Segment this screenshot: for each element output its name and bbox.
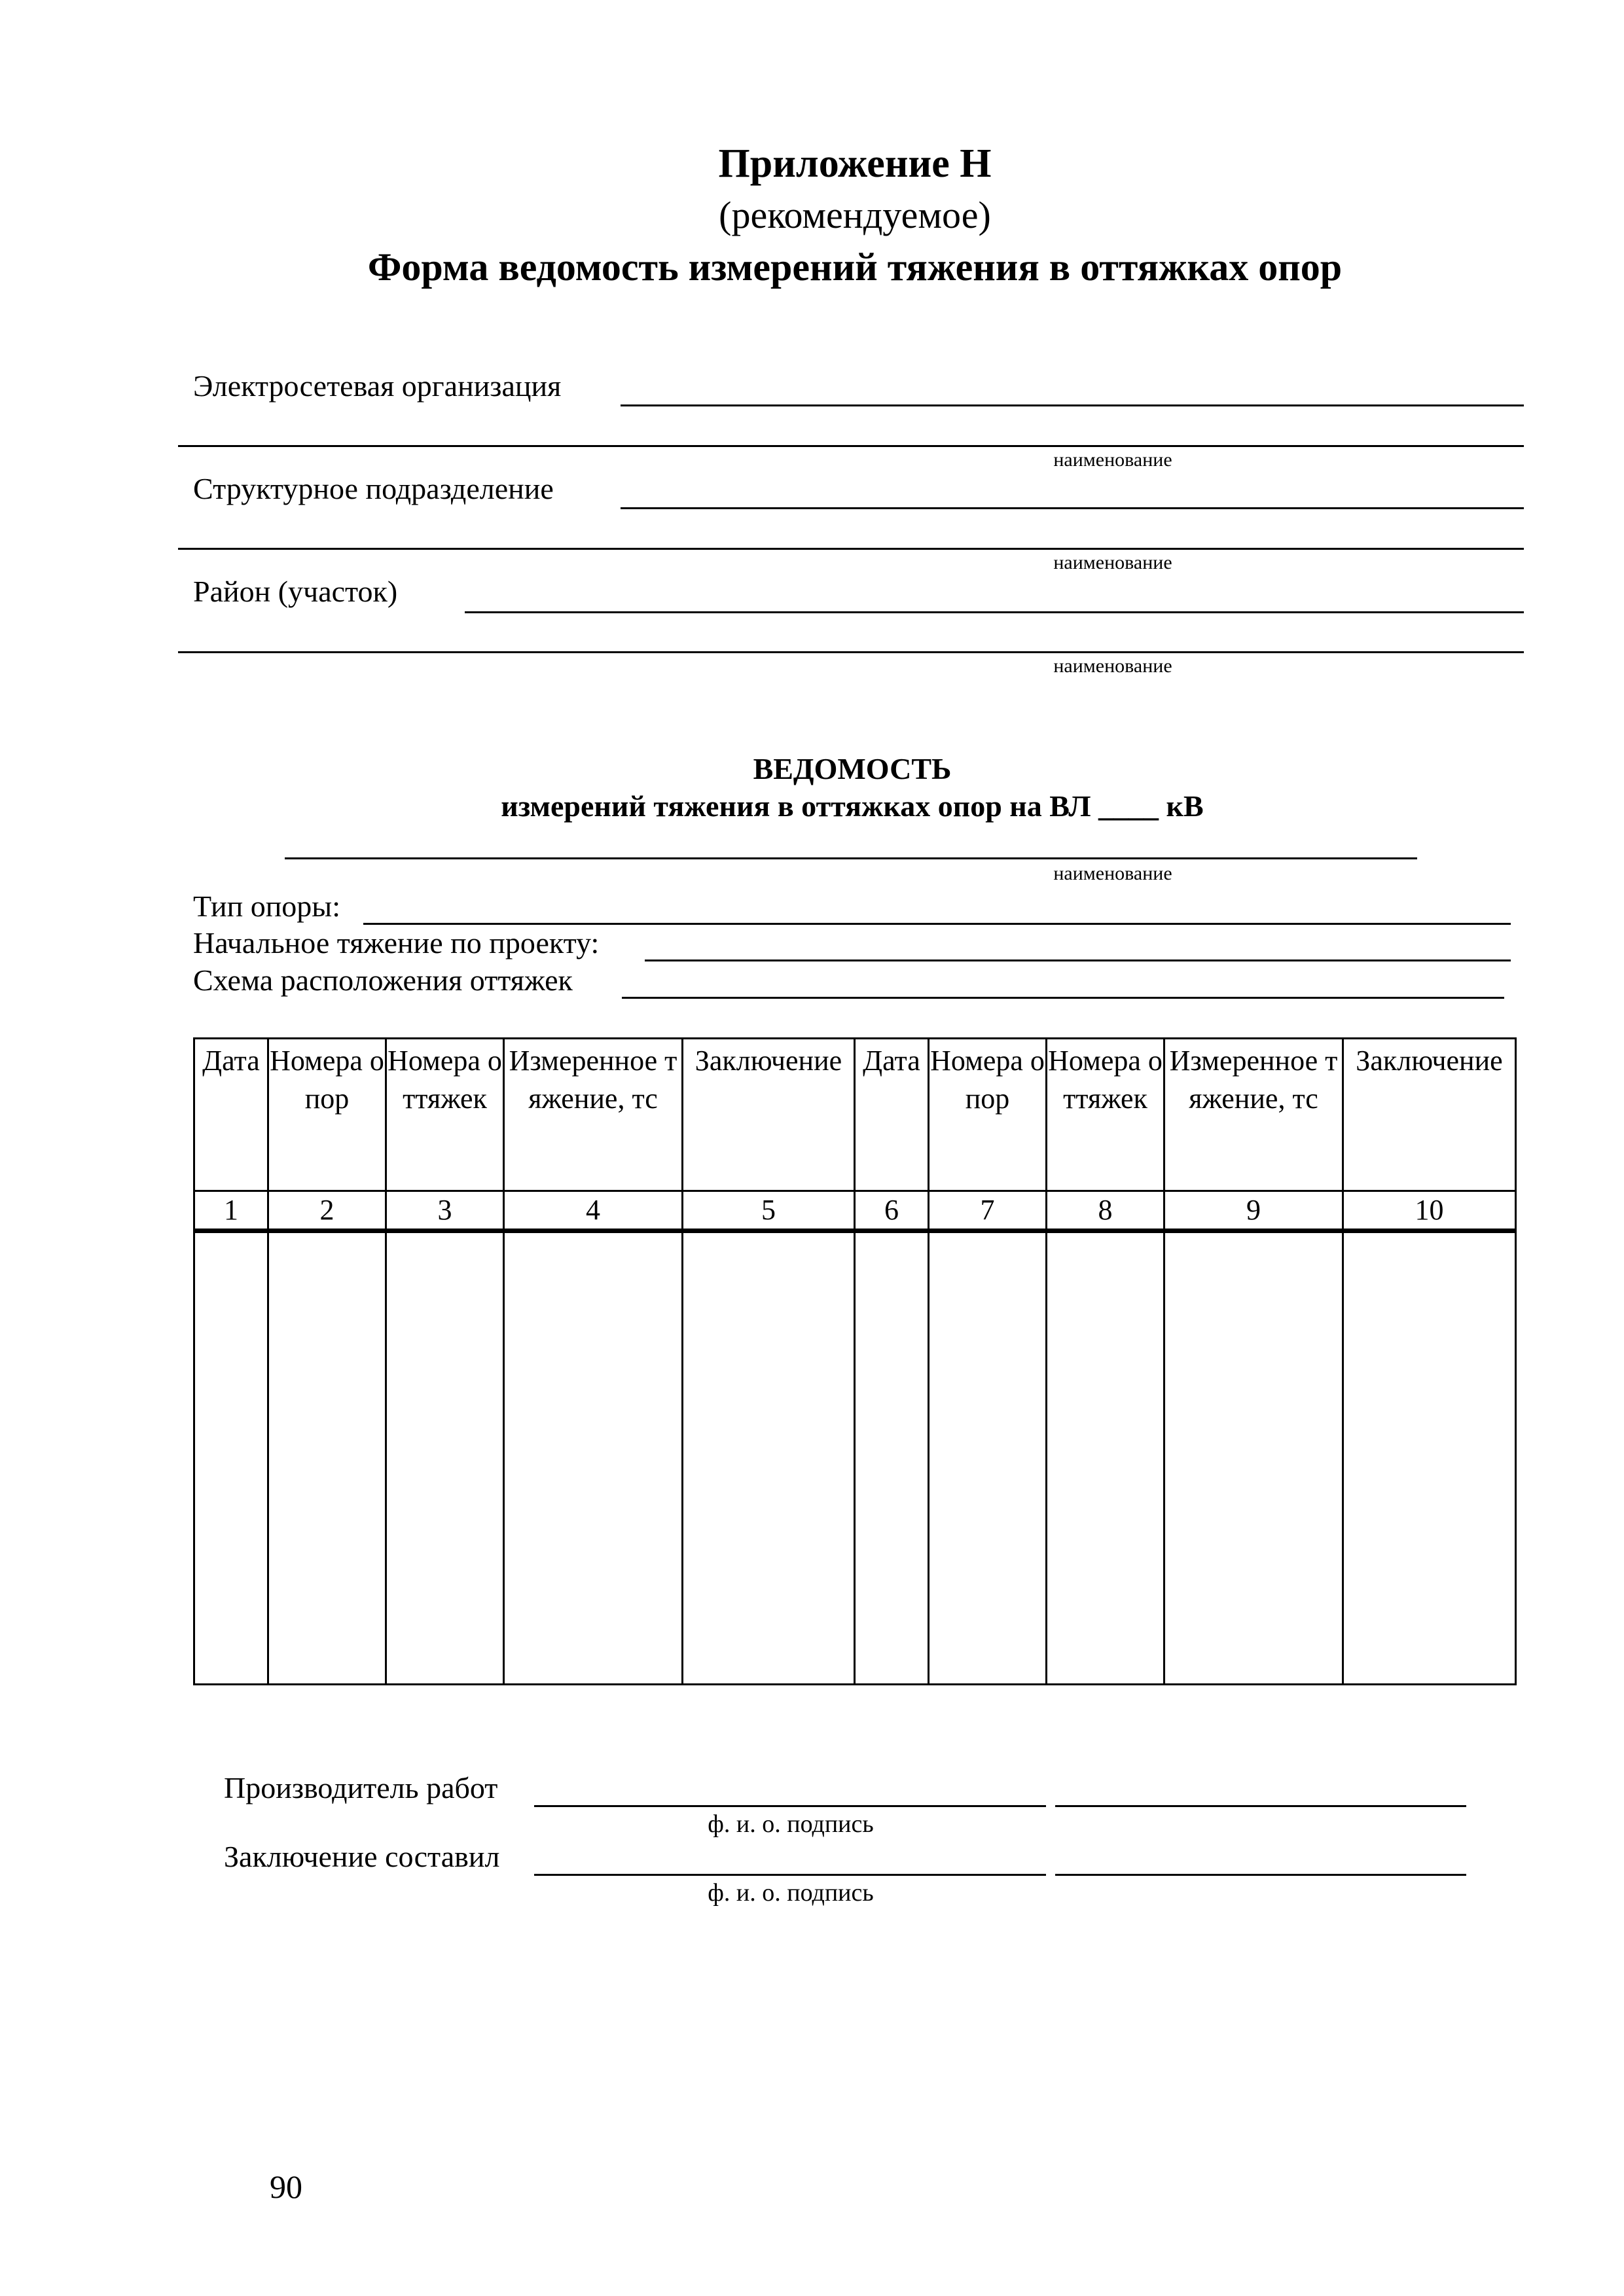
table-cell[interactable] (504, 1231, 683, 1685)
table-cell[interactable] (855, 1231, 929, 1685)
conclusion-author-name-line[interactable] (534, 1874, 1046, 1876)
division-label: Структурное подразделение (193, 472, 554, 505)
district-input-line-2[interactable] (178, 651, 1524, 653)
work-manager-label: Производитель работ (224, 1771, 498, 1804)
work-manager-caption: ф. и. о. подпись (708, 1810, 874, 1838)
form-title: Форма ведомость измерений тяжения в оттяжках опор (367, 245, 1343, 289)
column-number: 9 (1164, 1191, 1343, 1231)
org-label: Электросетевая организация (193, 369, 562, 403)
header-date: Дата (194, 1039, 268, 1191)
table-header-row (194, 1039, 1516, 1191)
initial-tension-label: Начальное тяжение по проекту: (193, 926, 600, 960)
sheet-title: ВЕДОМОСТЬ (753, 752, 952, 785)
district-caption: наименование (1053, 655, 1172, 677)
guy-layout-input[interactable] (622, 997, 1504, 999)
column-number: 10 (1343, 1191, 1516, 1231)
column-number: 8 (1047, 1191, 1164, 1231)
district-input-line[interactable] (465, 611, 1524, 613)
header-guy-numbers: Номера оттяжек (386, 1039, 504, 1191)
page-number: 90 (270, 2168, 302, 2205)
header-measured-tension: Измеренное тяжение, тс (1164, 1039, 1343, 1191)
initial-tension-input[interactable] (645, 960, 1511, 961)
column-number: 5 (683, 1191, 855, 1231)
table-cell[interactable] (683, 1231, 855, 1685)
support-type-input[interactable] (363, 923, 1511, 925)
header-conclusion: Заключение (683, 1039, 855, 1191)
guy-layout-label: Схема расположения оттяжек (193, 963, 573, 997)
sheet-subtitle: измерений тяжения в оттяжках опор на ВЛ ____ кВ (501, 789, 1204, 823)
appendix-status: (рекомендуемое) (719, 194, 991, 236)
column-number: 3 (386, 1191, 504, 1231)
line-name-caption: наименование (1053, 863, 1172, 884)
table-cell[interactable] (1047, 1231, 1164, 1685)
column-number-row (194, 1191, 1516, 1231)
header-measured-tension: Измеренное тяжение, тс (504, 1039, 683, 1191)
header-guy-numbers: Номера оттяжек (1047, 1039, 1164, 1191)
appendix-title: Приложение Н (718, 141, 992, 186)
column-number: 6 (855, 1191, 929, 1231)
line-name-input[interactable] (285, 857, 1417, 859)
conclusion-author-caption: ф. и. о. подпись (708, 1879, 874, 1907)
division-input-line-2[interactable] (178, 548, 1524, 550)
table-cell[interactable] (194, 1231, 268, 1685)
table-cell[interactable] (268, 1231, 386, 1685)
measurement-table (193, 1037, 1517, 1685)
division-input-line[interactable] (621, 507, 1524, 509)
org-input-line-2[interactable] (178, 445, 1524, 447)
work-manager-name-line[interactable] (534, 1805, 1046, 1807)
column-number: 2 (268, 1191, 386, 1231)
header-conclusion: Заключение (1343, 1039, 1516, 1191)
header-support-numbers: Номера опор (268, 1039, 386, 1191)
header-support-numbers: Номера опор (929, 1039, 1047, 1191)
district-label: Район (участок) (193, 575, 398, 608)
column-number: 1 (194, 1191, 268, 1231)
table-cell[interactable] (386, 1231, 504, 1685)
org-input-line[interactable] (621, 404, 1524, 406)
table-cell[interactable] (1164, 1231, 1343, 1685)
org-caption: наименование (1053, 449, 1172, 471)
support-type-label: Тип опоры: (193, 889, 340, 923)
header-date: Дата (855, 1039, 929, 1191)
table-cell[interactable] (929, 1231, 1047, 1685)
column-number: 4 (504, 1191, 683, 1231)
work-manager-extra-line[interactable] (1055, 1805, 1466, 1807)
column-number: 7 (929, 1191, 1047, 1231)
conclusion-author-label: Заключение составил (224, 1840, 500, 1873)
table-row (194, 1231, 1516, 1685)
table-cell[interactable] (1343, 1231, 1516, 1685)
conclusion-author-extra-line[interactable] (1055, 1874, 1466, 1876)
division-caption: наименование (1053, 552, 1172, 573)
